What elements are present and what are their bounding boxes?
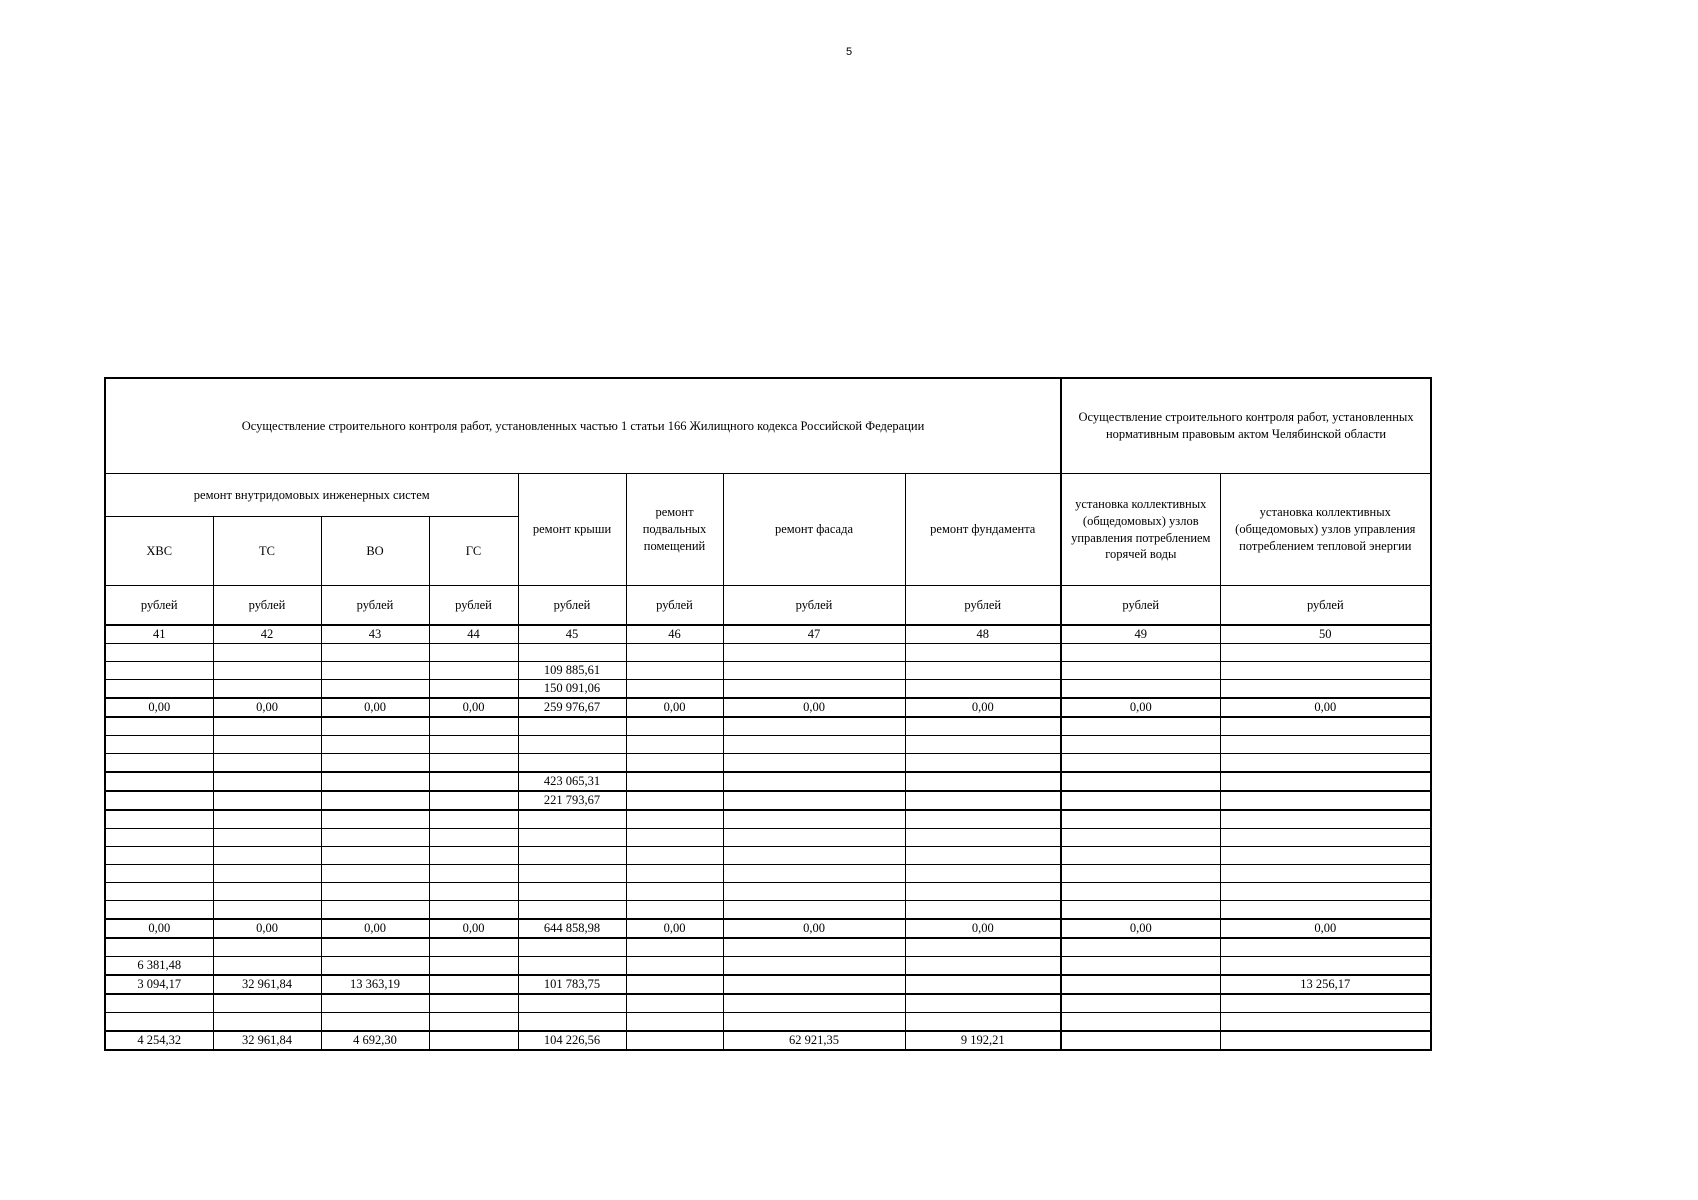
table-cell (1061, 644, 1220, 662)
table-cell: 0,00 (213, 919, 321, 938)
table-cell (626, 717, 723, 736)
table-cell (905, 865, 1061, 883)
table-cell (1061, 680, 1220, 699)
table-cell (723, 736, 905, 754)
column-number: 42 (213, 625, 321, 644)
table-cell: 0,00 (321, 919, 429, 938)
table-cell (626, 847, 723, 865)
table-cell (321, 644, 429, 662)
table-cell (1220, 791, 1431, 810)
table-cell (626, 680, 723, 699)
table-cell (429, 865, 518, 883)
table-cell (321, 938, 429, 957)
table-cell: 32 961,84 (213, 975, 321, 994)
table-cell (905, 772, 1061, 791)
header-col-42: ТС (213, 517, 321, 586)
table-cell (905, 975, 1061, 994)
table-cell (213, 717, 321, 736)
table-cell (626, 883, 723, 901)
table-cell: 0,00 (213, 698, 321, 717)
table-cell: 0,00 (429, 698, 518, 717)
table-cell (321, 680, 429, 699)
table-cell (518, 1013, 626, 1032)
table-cell (518, 736, 626, 754)
table-cell (723, 717, 905, 736)
table-row (105, 698, 1431, 717)
table-cell (1220, 662, 1431, 680)
table-cell (1220, 717, 1431, 736)
header-col-48: ремонт фундамента (905, 474, 1061, 586)
table-cell (905, 791, 1061, 810)
table-cell: 104 226,56 (518, 1031, 626, 1050)
table-cell (626, 736, 723, 754)
table-cell (105, 736, 213, 754)
table-cell (105, 680, 213, 699)
table-cell (213, 901, 321, 920)
table-cell (1220, 901, 1431, 920)
table-cell (518, 957, 626, 976)
table-cell (518, 810, 626, 829)
table-cell (213, 994, 321, 1013)
column-number: 45 (518, 625, 626, 644)
table-cell (1061, 883, 1220, 901)
table-cell (429, 810, 518, 829)
table-cell (429, 717, 518, 736)
table-cell (213, 644, 321, 662)
header-col-43: ВО (321, 517, 429, 586)
table-cell (1220, 865, 1431, 883)
table-cell: 0,00 (905, 919, 1061, 938)
table-cell (429, 901, 518, 920)
table-cell (213, 883, 321, 901)
table-cell (723, 680, 905, 699)
table-cell: 3 094,17 (105, 975, 213, 994)
table-row (105, 919, 1431, 938)
table-cell (905, 736, 1061, 754)
table-cell (1061, 975, 1220, 994)
table-cell (213, 829, 321, 847)
table-row (105, 680, 1431, 699)
table-cell (321, 957, 429, 976)
table-cell (626, 865, 723, 883)
table-cell (723, 994, 905, 1013)
table-cell (518, 829, 626, 847)
table-cell (1220, 829, 1431, 847)
table-cell (626, 644, 723, 662)
unit-cell: рублей (321, 586, 429, 626)
table-cell (105, 791, 213, 810)
table-cell (626, 994, 723, 1013)
table-cell (1220, 938, 1431, 957)
table-cell: 101 783,75 (518, 975, 626, 994)
table-cell (105, 938, 213, 957)
table-cell (626, 829, 723, 847)
table-cell (321, 810, 429, 829)
unit-cell: рублей (518, 586, 626, 626)
table-cell: 32 961,84 (213, 1031, 321, 1050)
table-cell (723, 810, 905, 829)
table-cell (213, 810, 321, 829)
column-number: 46 (626, 625, 723, 644)
table-cell (213, 680, 321, 699)
table-cell (905, 644, 1061, 662)
unit-cell: рублей (105, 586, 213, 626)
table-cell (321, 754, 429, 773)
table-cell: 0,00 (626, 698, 723, 717)
table-cell (905, 957, 1061, 976)
table-cell: 0,00 (905, 698, 1061, 717)
column-number: 43 (321, 625, 429, 644)
table-cell (626, 772, 723, 791)
table-cell (1220, 810, 1431, 829)
table-cell: 0,00 (723, 698, 905, 717)
table-cell (518, 847, 626, 865)
table-cell (723, 865, 905, 883)
table-cell (518, 901, 626, 920)
table-cell (518, 754, 626, 773)
table-row (105, 772, 1431, 791)
table-cell (429, 957, 518, 976)
table-cell (1220, 883, 1431, 901)
table-cell (1061, 810, 1220, 829)
header-col-46: ремонт подвальных помещений (626, 474, 723, 586)
table-cell (723, 829, 905, 847)
table-cell: 0,00 (723, 919, 905, 938)
table-cell (213, 1013, 321, 1032)
table-cell (429, 662, 518, 680)
unit-cell: рублей (1220, 586, 1431, 626)
table-cell: 0,00 (1220, 698, 1431, 717)
table-cell (429, 754, 518, 773)
table-cell (1220, 680, 1431, 699)
table-cell (1220, 994, 1431, 1013)
table-cell (1220, 957, 1431, 976)
table-cell: 259 976,67 (518, 698, 626, 717)
table-cell (1220, 736, 1431, 754)
unit-cell: рублей (905, 586, 1061, 626)
table-cell (429, 847, 518, 865)
table-cell (105, 847, 213, 865)
header-col-44: ГС (429, 517, 518, 586)
table-cell (905, 994, 1061, 1013)
table-cell (321, 1013, 429, 1032)
table-row (105, 736, 1431, 754)
column-number: 47 (723, 625, 905, 644)
table-cell (213, 938, 321, 957)
table-row (105, 644, 1431, 662)
header-col-49: установка коллективных (общедомовых) узлов управления потреблением горячей воды (1061, 474, 1220, 586)
table-cell (105, 772, 213, 791)
table-cell: 109 885,61 (518, 662, 626, 680)
table-cell (905, 883, 1061, 901)
table-cell (429, 644, 518, 662)
table-cell: 4 254,32 (105, 1031, 213, 1050)
table-cell (1061, 1013, 1220, 1032)
table-cell (105, 994, 213, 1013)
header-subgroup-systems: ремонт внутридомовых инженерных систем (105, 474, 518, 517)
table-row (105, 791, 1431, 810)
table-cell (213, 957, 321, 976)
table-cell (429, 975, 518, 994)
table-cell: 0,00 (626, 919, 723, 938)
table-cell (321, 736, 429, 754)
table-cell (626, 975, 723, 994)
table-cell: 6 381,48 (105, 957, 213, 976)
table-cell (905, 717, 1061, 736)
table-cell (1061, 754, 1220, 773)
header-col-41: ХВС (105, 517, 213, 586)
table-row (105, 938, 1431, 957)
table-cell (1061, 662, 1220, 680)
table-cell (429, 1031, 518, 1050)
table-cell (626, 938, 723, 957)
table-cell (518, 994, 626, 1013)
table-cell (105, 717, 213, 736)
table-cell (626, 791, 723, 810)
table-cell (429, 938, 518, 957)
unit-cell: рублей (723, 586, 905, 626)
table-cell (1061, 865, 1220, 883)
table-cell (518, 883, 626, 901)
table-cell (518, 644, 626, 662)
unit-cell: рублей (1061, 586, 1220, 626)
table-cell (105, 662, 213, 680)
table-cell (213, 791, 321, 810)
table-row (105, 829, 1431, 847)
column-number-row (105, 625, 1431, 644)
table-cell (429, 772, 518, 791)
table-cell (1061, 957, 1220, 976)
table-cell (723, 1013, 905, 1032)
table-cell (213, 754, 321, 773)
table-cell (905, 847, 1061, 865)
table-cell (1220, 772, 1431, 791)
column-number: 48 (905, 625, 1061, 644)
table-row (105, 1031, 1431, 1050)
table-cell (429, 736, 518, 754)
table-cell (1220, 1013, 1431, 1032)
table-cell (723, 754, 905, 773)
table-cell (105, 865, 213, 883)
table-cell: 9 192,21 (905, 1031, 1061, 1050)
table-row (105, 1013, 1431, 1032)
table-cell (723, 772, 905, 791)
table-row (105, 662, 1431, 680)
table-cell (723, 938, 905, 957)
table-cell (723, 644, 905, 662)
unit-cell: рублей (429, 586, 518, 626)
table-cell (626, 1031, 723, 1050)
table-cell (1061, 994, 1220, 1013)
table-row (105, 883, 1431, 901)
table-cell: 4 692,30 (321, 1031, 429, 1050)
table-cell (1061, 717, 1220, 736)
table-cell (723, 883, 905, 901)
table-cell (1061, 736, 1220, 754)
table-cell (905, 901, 1061, 920)
table-cell (105, 754, 213, 773)
table-cell (321, 901, 429, 920)
table-row (105, 901, 1431, 920)
table-row (105, 975, 1431, 994)
table-cell (429, 994, 518, 1013)
table-cell (1220, 754, 1431, 773)
column-number: 49 (1061, 625, 1220, 644)
table-cell (905, 662, 1061, 680)
table-cell: 644 858,98 (518, 919, 626, 938)
table-cell (626, 1013, 723, 1032)
table-cell: 0,00 (1220, 919, 1431, 938)
table-cell: 0,00 (1061, 698, 1220, 717)
table-cell (429, 1013, 518, 1032)
header-col-50: установка коллективных (общедомовых) узлов управления потреблением тепловой энергии (1220, 474, 1431, 586)
table-cell (1061, 847, 1220, 865)
table-cell (905, 680, 1061, 699)
table-cell (518, 865, 626, 883)
table-cell: 0,00 (105, 698, 213, 717)
table-cell (321, 847, 429, 865)
table-cell (105, 883, 213, 901)
table-cell: 13 363,19 (321, 975, 429, 994)
table-cell (105, 810, 213, 829)
table-row (105, 754, 1431, 773)
table-cell (429, 829, 518, 847)
table-cell (321, 829, 429, 847)
table-cell (321, 772, 429, 791)
column-number: 44 (429, 625, 518, 644)
table-cell (1061, 829, 1220, 847)
table-row (105, 957, 1431, 976)
header-group-regional: Осуществление строительного контроля работ, установленных нормативным правовым актом Челябинской области (1061, 378, 1431, 474)
table-cell (1061, 772, 1220, 791)
table-cell (626, 754, 723, 773)
table-cell (213, 736, 321, 754)
table-cell (626, 662, 723, 680)
table-cell (518, 938, 626, 957)
table-cell (905, 829, 1061, 847)
table-cell (429, 791, 518, 810)
table-cell (723, 957, 905, 976)
table-cell (213, 772, 321, 791)
unit-cell: рублей (213, 586, 321, 626)
table-cell (1220, 847, 1431, 865)
column-number: 50 (1220, 625, 1431, 644)
table-cell (321, 865, 429, 883)
table-cell (429, 680, 518, 699)
table-cell (905, 810, 1061, 829)
table-cell (518, 717, 626, 736)
column-number: 41 (105, 625, 213, 644)
unit-cell: рублей (626, 586, 723, 626)
table-cell (723, 847, 905, 865)
table-cell: 0,00 (105, 919, 213, 938)
table-cell (1061, 901, 1220, 920)
table-cell: 150 091,06 (518, 680, 626, 699)
table-cell: 0,00 (429, 919, 518, 938)
table-row (105, 847, 1431, 865)
table-cell (1061, 938, 1220, 957)
table-cell (321, 883, 429, 901)
table-cell: 423 065,31 (518, 772, 626, 791)
estimate-table (104, 377, 1432, 1051)
table-cell (321, 791, 429, 810)
table-cell (321, 717, 429, 736)
page-number: 5 (845, 46, 853, 58)
table-cell (905, 1013, 1061, 1032)
table-cell (105, 1013, 213, 1032)
table-cell (1220, 644, 1431, 662)
table-cell (723, 791, 905, 810)
table-row (105, 865, 1431, 883)
table-cell (105, 829, 213, 847)
table-cell (105, 901, 213, 920)
table-cell (723, 662, 905, 680)
table-cell: 62 921,35 (723, 1031, 905, 1050)
table-cell (626, 810, 723, 829)
table-cell (321, 662, 429, 680)
table-cell: 221 793,67 (518, 791, 626, 810)
header-col-45: ремонт крыши (518, 474, 626, 586)
header-group-main: Осуществление строительного контроля работ, установленных частью 1 статьи 166 Жилищного кодекса Российской Федерации (105, 378, 1061, 474)
table-cell (626, 957, 723, 976)
table-cell (1061, 1031, 1220, 1050)
table-row (105, 810, 1431, 829)
table-row (105, 717, 1431, 736)
table-cell (213, 662, 321, 680)
table-cell (723, 901, 905, 920)
table-cell (429, 883, 518, 901)
table-cell: 0,00 (1061, 919, 1220, 938)
table-cell: 0,00 (321, 698, 429, 717)
table-cell (321, 994, 429, 1013)
table-cell (905, 754, 1061, 773)
table-cell (905, 938, 1061, 957)
table-row (105, 994, 1431, 1013)
table-cell (213, 865, 321, 883)
table-cell (626, 901, 723, 920)
table-cell (1220, 1031, 1431, 1050)
header-col-47: ремонт фасада (723, 474, 905, 586)
table-cell (213, 847, 321, 865)
table-cell (1061, 791, 1220, 810)
table-cell (105, 644, 213, 662)
table-cell: 13 256,17 (1220, 975, 1431, 994)
table-cell (723, 975, 905, 994)
